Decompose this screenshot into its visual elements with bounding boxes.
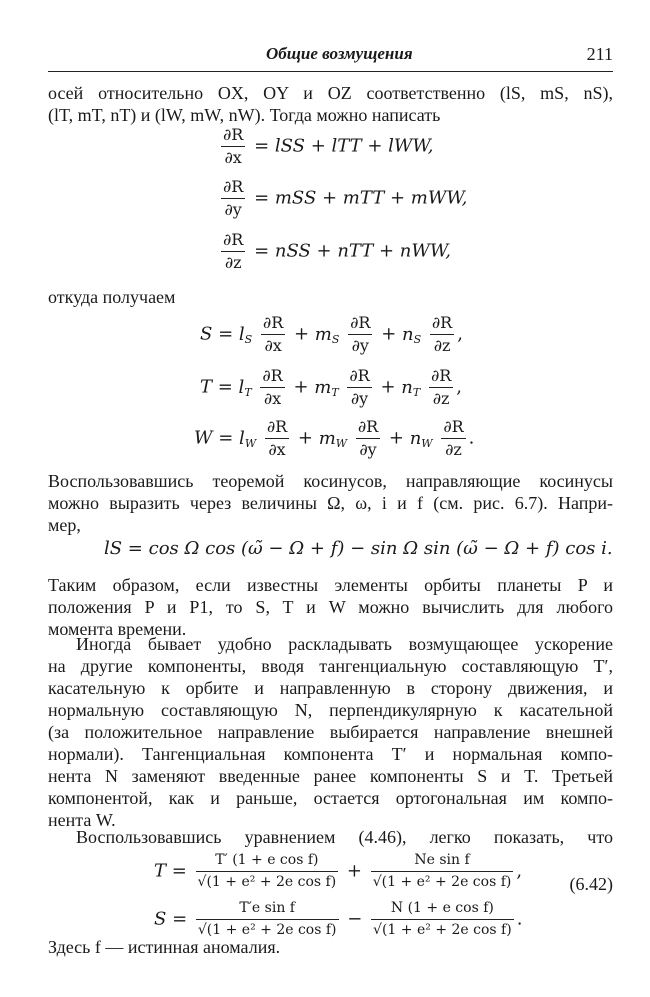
equation-dRdx: $\frac{\partial R}{\partial x}$ = lSS + lTT + lWW, <box>223 125 434 167</box>
last-line: Здесь f — истинная аномалия. <box>48 937 281 957</box>
running-title: Общие возмущения <box>266 44 413 63</box>
p4-line1: Иногда бывает удобно раскладывать возмущающее ускорение <box>76 634 613 654</box>
p1-line2: (lT, mT, nT) и (lW, mW, nW). Тогда можно написать <box>48 105 441 125</box>
equation-dRdz: $\frac{\partial R}{\partial z}$ = nSS + nTT + nWW, <box>223 230 451 272</box>
p4-line9: нента W. <box>48 810 116 830</box>
p4-line4: нормальную составляющую N, перпендикулярную к касательной <box>48 700 613 720</box>
p3-line1: Таким образом, если известны элементы орбиты планеты P и <box>48 575 613 595</box>
equation-lS: lS = cos Ω cos (ω̃ − Ω + f) − sin Ω sin (ω̃ − Ω + f) cos i. <box>104 538 613 559</box>
equation-6-42-T: T = $\frac{\text{T′ (1 + e cos f)}}{\text{√(1 + e² + 2e cos f)}}$ + $\frac{\text{Ne sin f}}{\text{√(1 + e² + 2e cos f)}}$ , <box>154 852 523 890</box>
p2-line3: мер, <box>48 515 81 535</box>
p1-line1: осей относительно OX, OY и OZ соответственно (lS, mS, nS), <box>48 83 613 103</box>
p4-line8: компонентой, как и раньше, остается ортогональная им компо- <box>48 788 613 808</box>
page-number: 211 <box>586 44 613 64</box>
p2-line1: Воспользовавшись теоремой косинусов, направляющие косинусы <box>48 471 613 491</box>
equation-dRdy: $\frac{\partial R}{\partial y}$ = mSS + mTT + mWW, <box>223 177 468 219</box>
p4-line2: на другие компоненты, вводя тангенциальную составляющую T′, <box>48 656 613 676</box>
equation-S: $S = l_S$ $\frac{\partial R}{\partial x}$ + $m_S$ $\frac{\partial R}{\partial y}$ + $n_S$ $\frac{\partial R}{\partial z}$ , <box>200 313 463 355</box>
p4-line7: нента N заменяют введенные ранее компоненты S и T. Третьей <box>48 766 613 786</box>
p4-line6: нормали). Тангенциальная компонента T′ и нормальная компо- <box>48 744 613 764</box>
p5-line1: Воспользовавшись уравнением (4.46), легко показать, что <box>76 827 613 847</box>
otkuda-text: откуда получаем <box>48 287 176 307</box>
p4-line3: касательную к орбите и направленную в сторону движения, и <box>48 678 613 698</box>
p3-line3: момента времени. <box>48 619 187 639</box>
equation-T: $T = l_T$ $\frac{\partial R}{\partial x}$ + $m_T$ $\frac{\partial R}{\partial y}$ + $n_T$ $\frac{\partial R}{\partial z}$ , <box>200 366 462 408</box>
p2-line2: можно выразить через величины Ω, ω, i и f (см. рис. 6.7). Напри- <box>48 493 613 513</box>
equation-W: $W = l_W$ $\frac{\partial R}{\partial x}$ + $m_W$ $\frac{\partial R}{\partial y}$ + $n_W$ $\frac{\partial R}{\partial z}$ . <box>194 417 475 459</box>
equation-6-42-S: S = $\frac{\text{T′e sin f}}{\text{√(1 + e² + 2e cos f)}}$ − $\frac{\text{N (1 + e cos f)}}{\text{√(1 + e² + 2e cos f)}}$ . <box>154 900 523 938</box>
p3-line2: положения P и P1, то S, T и W можно вычислить для любого <box>48 597 613 617</box>
header-rule <box>48 71 613 72</box>
p4-line5: (за положительное направление выбирается направление внешней <box>48 722 613 742</box>
equation-number: (6.42) <box>569 874 613 894</box>
running-header <box>48 44 613 68</box>
